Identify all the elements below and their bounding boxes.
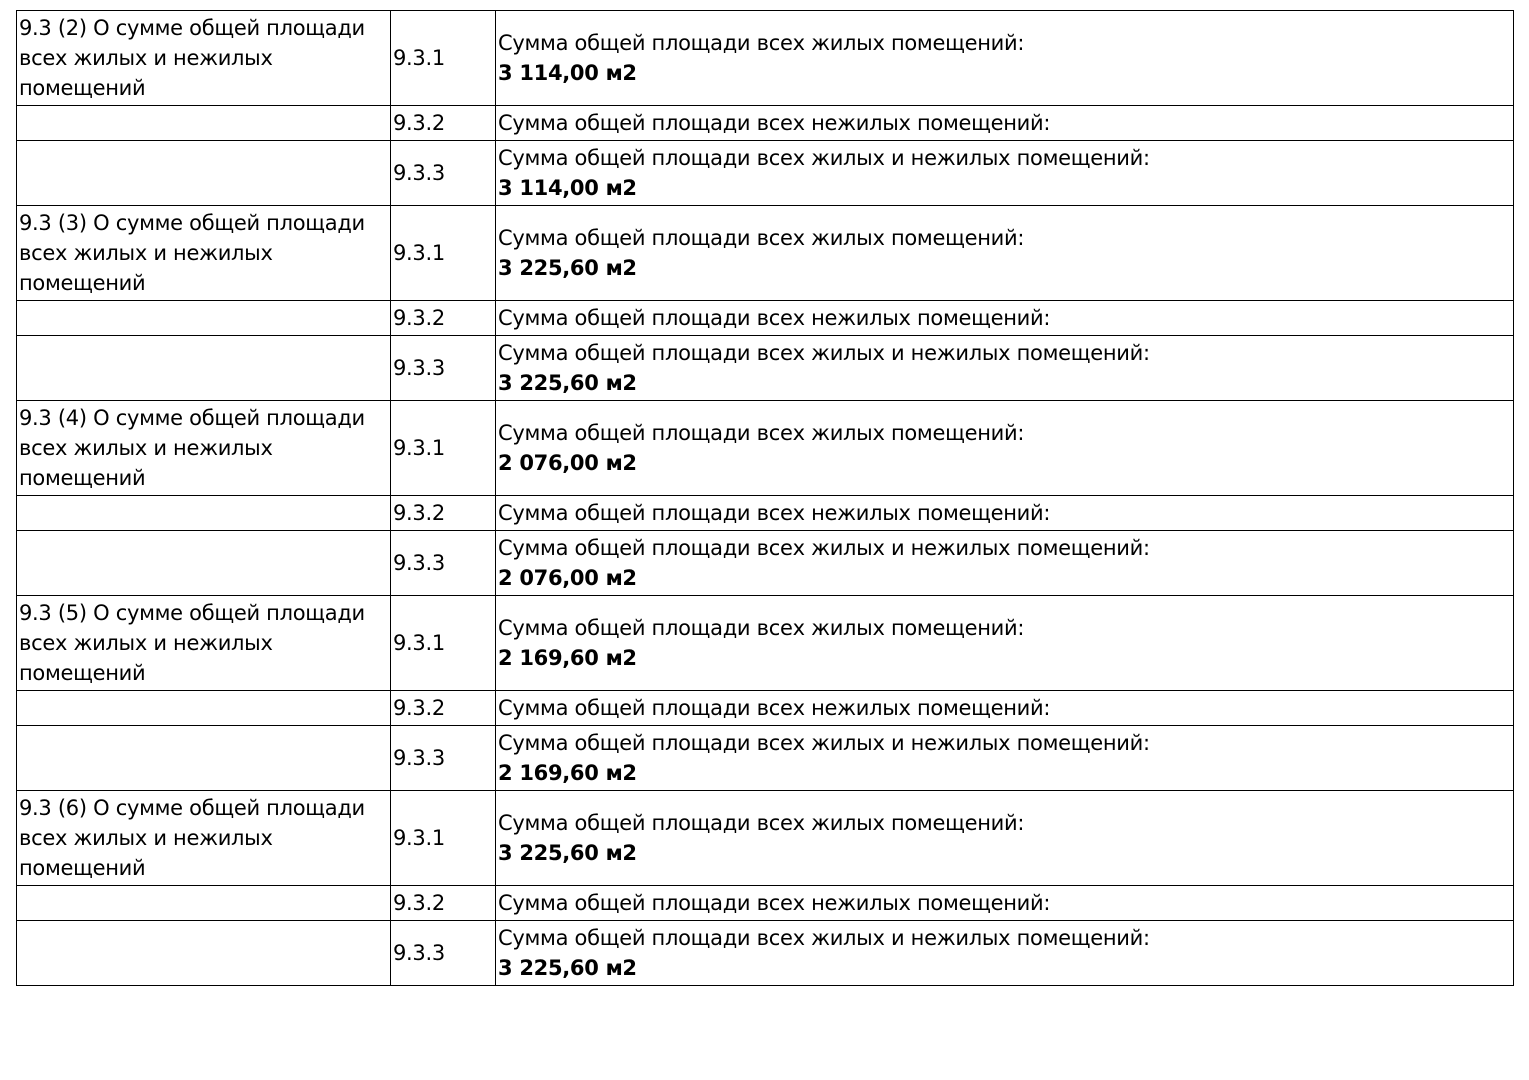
item-code: 9.3.2 (391, 106, 496, 141)
item-code: 9.3.3 (391, 726, 496, 791)
item-value: 2 169,60 м2 (498, 761, 637, 785)
item-label: Сумма общей площади всех жилых и нежилых помещений: (498, 926, 1150, 950)
item-content (496, 141, 1514, 206)
item-content (496, 401, 1514, 496)
empty-cell (17, 336, 391, 401)
empty-cell (17, 726, 391, 791)
item-content (496, 921, 1514, 986)
item-value: 2 076,00 м2 (498, 566, 637, 590)
table-row (17, 301, 1514, 336)
item-label: Сумма общей площади всех нежилых помещений: (498, 696, 1051, 720)
item-value: 3 114,00 м2 (498, 176, 637, 200)
section-title: 9.3 (6) О сумме общей площади всех жилых и нежилых помещений (17, 791, 391, 886)
item-code: 9.3.2 (391, 886, 496, 921)
item-code: 9.3.2 (391, 496, 496, 531)
item-content (496, 691, 1514, 726)
item-content (496, 496, 1514, 531)
table-row (17, 726, 1514, 791)
section-title: 9.3 (3) О сумме общей площади всех жилых и нежилых помещений (17, 206, 391, 301)
table-row (17, 691, 1514, 726)
item-code: 9.3.1 (391, 791, 496, 886)
item-value: 3 114,00 м2 (498, 61, 637, 85)
item-content (496, 301, 1514, 336)
item-label: Сумма общей площади всех нежилых помещений: (498, 111, 1051, 135)
area-summary-table (16, 10, 1514, 986)
item-content (496, 206, 1514, 301)
table-row (17, 886, 1514, 921)
item-code: 9.3.3 (391, 336, 496, 401)
item-code: 9.3.1 (391, 596, 496, 691)
empty-cell (17, 301, 391, 336)
table-row (17, 141, 1514, 206)
item-value: 3 225,60 м2 (498, 256, 637, 280)
item-value: 3 225,60 м2 (498, 371, 637, 395)
item-label: Сумма общей площади всех жилых и нежилых помещений: (498, 536, 1150, 560)
item-value: 2 076,00 м2 (498, 451, 637, 475)
empty-cell (17, 106, 391, 141)
item-label: Сумма общей площади всех жилых помещений: (498, 31, 1025, 55)
empty-cell (17, 691, 391, 726)
item-code: 9.3.3 (391, 921, 496, 986)
table-row (17, 11, 1514, 106)
item-label: Сумма общей площади всех нежилых помещений: (498, 501, 1051, 525)
table-row (17, 921, 1514, 986)
item-label: Сумма общей площади всех нежилых помещений: (498, 306, 1051, 330)
item-code: 9.3.3 (391, 531, 496, 596)
item-content (496, 596, 1514, 691)
item-code: 9.3.2 (391, 301, 496, 336)
item-content (496, 106, 1514, 141)
item-content (496, 726, 1514, 791)
table-row (17, 336, 1514, 401)
empty-cell (17, 886, 391, 921)
empty-cell (17, 531, 391, 596)
item-value: 2 169,60 м2 (498, 646, 637, 670)
item-label: Сумма общей площади всех жилых помещений: (498, 421, 1025, 445)
item-value: 3 225,60 м2 (498, 956, 637, 980)
item-code: 9.3.1 (391, 401, 496, 496)
item-label: Сумма общей площади всех жилых помещений: (498, 616, 1025, 640)
item-content (496, 11, 1514, 106)
section-title: 9.3 (4) О сумме общей площади всех жилых и нежилых помещений (17, 401, 391, 496)
item-code: 9.3.3 (391, 141, 496, 206)
section-title: 9.3 (2) О сумме общей площади всех жилых и нежилых помещений (17, 11, 391, 106)
table-row (17, 401, 1514, 496)
empty-cell (17, 496, 391, 531)
section-title: 9.3 (5) О сумме общей площади всех жилых и нежилых помещений (17, 596, 391, 691)
table-row (17, 206, 1514, 301)
item-code: 9.3.1 (391, 11, 496, 106)
item-label: Сумма общей площади всех жилых помещений: (498, 226, 1025, 250)
table-row (17, 496, 1514, 531)
item-value: 3 225,60 м2 (498, 841, 637, 865)
item-code: 9.3.1 (391, 206, 496, 301)
item-label: Сумма общей площади всех жилых и нежилых помещений: (498, 146, 1150, 170)
table-row (17, 791, 1514, 886)
item-content (496, 336, 1514, 401)
table-row (17, 596, 1514, 691)
item-code: 9.3.2 (391, 691, 496, 726)
item-label: Сумма общей площади всех жилых и нежилых помещений: (498, 341, 1150, 365)
item-label: Сумма общей площади всех жилых помещений: (498, 811, 1025, 835)
item-label: Сумма общей площади всех жилых и нежилых помещений: (498, 731, 1150, 755)
table-body (17, 11, 1514, 986)
empty-cell (17, 141, 391, 206)
empty-cell (17, 921, 391, 986)
table-row (17, 106, 1514, 141)
item-content (496, 791, 1514, 886)
item-content (496, 886, 1514, 921)
item-label: Сумма общей площади всех нежилых помещений: (498, 891, 1051, 915)
item-content (496, 531, 1514, 596)
table-row (17, 531, 1514, 596)
